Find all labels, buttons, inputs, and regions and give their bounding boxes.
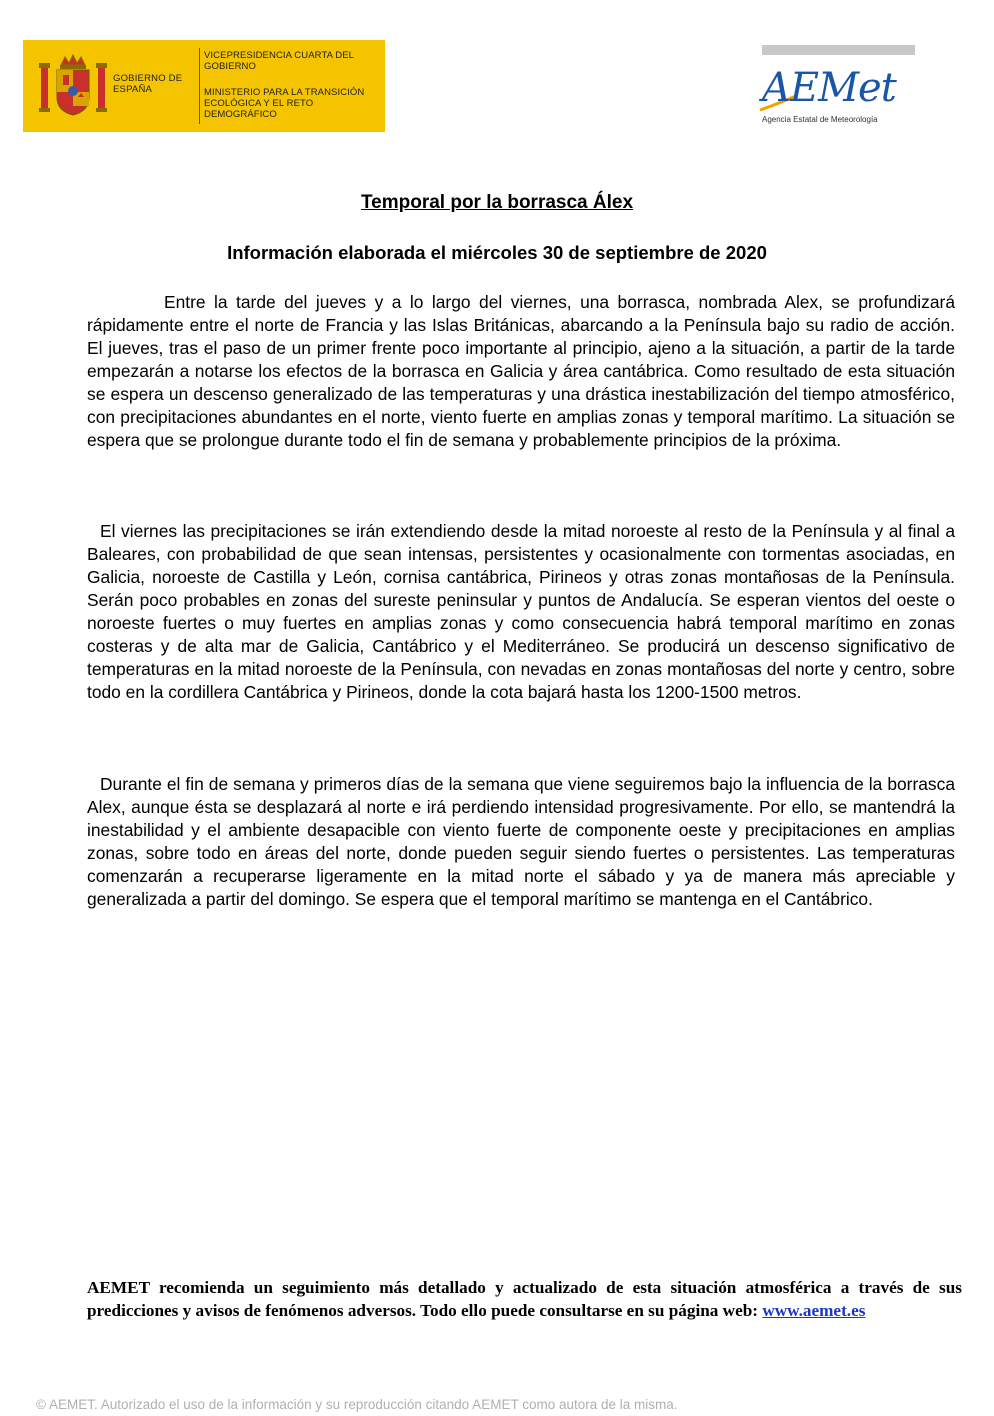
vicepresidencia-label: VICEPRESIDENCIA CUARTA DEL GOBIERNO	[204, 50, 354, 72]
paragraph-2: El viernes las precipitaciones se irán extendiendo desde la mitad noroeste al resto de la Península y al final a Baleares, con probabilidad de que sean intensas, persistentes y ocasionalmente con tormentas asociadas, en Galicia, noroeste de Castilla y León, cornisa cantábrica, Pirineos y otras zonas montañosas de la Península. Serán poco probables en zonas del sureste peninsular y puntos de Andalucía. Se esperan vientos del oeste o noroeste fuertes o muy fuertes en amplias zonas y como consecuencia habrá temporal marítimo en zonas costeras y de alta mar de Galicia, Cantábrico y el Mediterráneo. Se producirá un descenso significativo de temperaturas en la mitad noroeste de la Península, con nevadas en zonas montañosas del norte y centro, sobre todo en la cordillera Cantábrica y Pirineos, donde la cota bajará hasta los 1200-1500 metros.	[87, 521, 955, 702]
banner-divider	[199, 48, 200, 124]
page-title: Temporal por la borrasca Álex	[360, 192, 634, 213]
government-banner	[23, 40, 385, 132]
government-name: GOBIERNO DE ESPAÑA	[113, 73, 183, 95]
copyright-footer: © AEMET. Autorizado el uso de la información y su reproducción citando AEMET como autora de la misma.	[36, 1397, 678, 1412]
coat-of-arms-icon	[37, 53, 109, 119]
aemet-logo	[758, 64, 898, 126]
aemet-logo-text: AEMet	[762, 65, 896, 111]
aemet-website-link[interactable]: www.aemet.es	[762, 1301, 866, 1320]
recommendation-note	[87, 1276, 962, 1322]
recommendation-text: AEMET recomienda un seguimiento más detallado y actualizado de esta situación atmosférica a través de sus predicciones y avisos de fenómenos adversos. Todo ello puede consultarse en su página web:	[87, 1278, 962, 1320]
paragraph-3: Durante el fin de semana y primeros días de la semana que viene seguiremos bajo la influencia de la borrasca Alex, aunque ésta se desplazará al norte e irá perdiendo intensidad progresivamente. Por ello, se mantendrá la inestabilidad y el ambiente desapacible con viento fuerte de componente oeste y precipitaciones en amplias zonas, sobre todo en áreas del norte, donde pueden seguir siendo fuertes o persistentes. Las temperaturas comenzarán a recuperarse ligeramente en la mitad norte el sábado y ya de manera más apreciable y generalizada a partir del domingo. Se espera que el temporal marítimo se mantenga en el Cantábrico.	[87, 774, 955, 909]
paragraph-1: Entre la tarde del jueves y a lo largo del viernes, una borrasca, nombrada Alex, se profundizará rápidamente entre el norte de Francia y las Islas Británicas, abarcando a la Península bajo su radio de acción. El jueves, tras el paso de un primer frente poco importante al principio, ajeno a la situación, a partir de la tarde empezarán a notarse los efectos de la borrasca en Galicia y área cantábrica. Como resultado de esta situación se espera un descenso generalizado de las temperaturas y una drástica inestabilización del tiempo atmosférico, con precipitaciones abundantes en el norte, viento fuerte en amplias zonas y temporal marítimo. La situación se espera que se prolongue durante todo el fin de semana y probablemente principios de la próxima.	[87, 292, 955, 450]
aemet-subtitle: Agencia Estatal de Meteorología	[762, 115, 878, 124]
aemet-header-bar	[762, 45, 915, 55]
page-subtitle: Información elaborada el miércoles 30 de septiembre de 2020	[227, 242, 767, 263]
ministerio-label: MINISTERIO PARA LA TRANSICIÓN ECOLÓGICA Y EL RETO DEMOGRÁFICO	[204, 87, 365, 120]
